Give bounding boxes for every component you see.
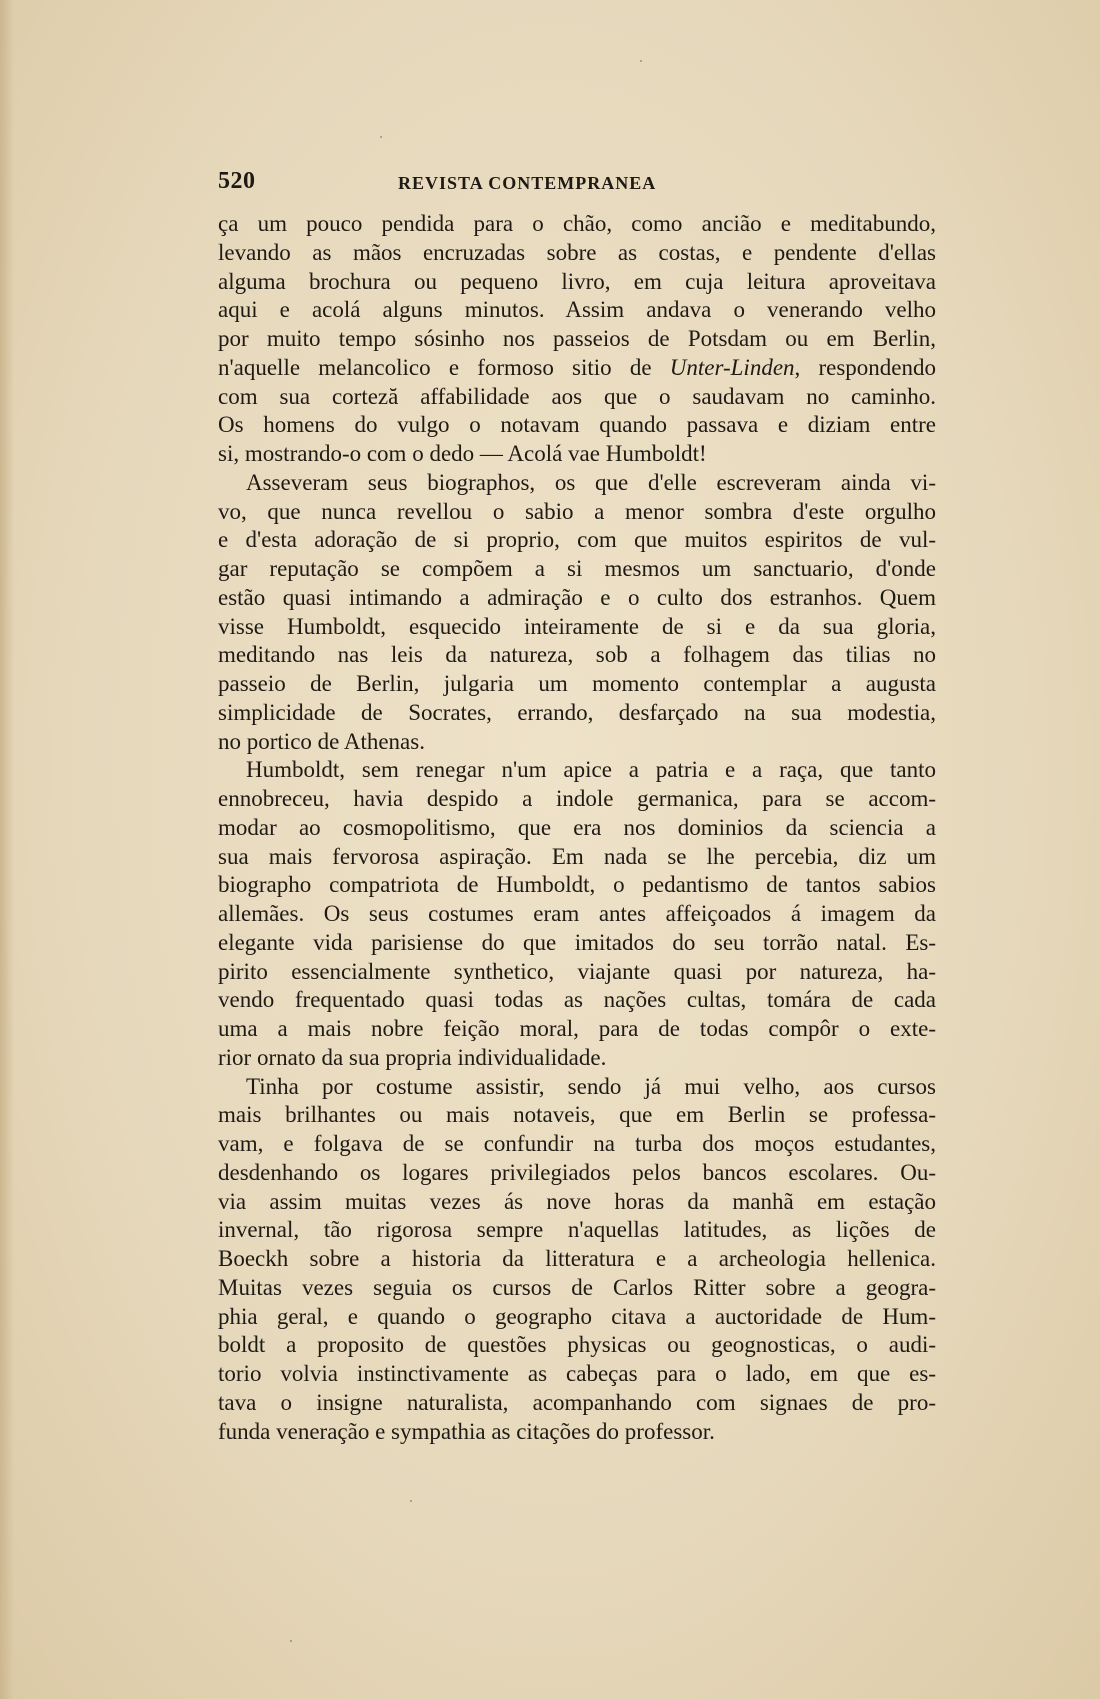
running-title: REVISTA CONTEMPRANEA xyxy=(398,173,657,193)
text-line: pirito essencialmente synthetico, viajante quasi por natureza, ha- xyxy=(218,958,936,984)
text-line: Muitas vezes seguia os cursos de Carlos Ritter sobre a geogra- xyxy=(218,1274,936,1300)
text-line: gar reputação se compõem a si mesmos um sanctuario, d'onde xyxy=(218,556,936,581)
text-line: vam, e folgava de se confundir na turba dos moços estudantes, xyxy=(218,1131,936,1156)
page-number: 520 xyxy=(218,168,256,194)
text-line: passeio de Berlin, julgaria um momento contemplar a augusta xyxy=(218,671,936,696)
text-line: biographo compatriota de Humboldt, o pedantismo de tantos sabios xyxy=(218,872,936,898)
text-line: desdenhando os logares privilegiados pelos bancos escolares. Ou- xyxy=(218,1159,936,1185)
text-line: vo, que nunca revellou o sabio a menor sombra d'este orgulho xyxy=(218,498,936,524)
text-line: Boeckh sobre a historia da litteratura e a archeologia hellenica. xyxy=(218,1246,936,1271)
page-header xyxy=(218,168,936,198)
paper-speck xyxy=(410,1500,412,1502)
text-line: visse Humboldt, esquecido inteiramente de si e da sua gloria, xyxy=(218,613,936,639)
text-line: uma a mais nobre feição moral, para de todas compôr o exte- xyxy=(218,1016,936,1041)
paragraph xyxy=(218,210,936,469)
text-line: Os homens do vulgo o notavam quando passava e diziam entre xyxy=(218,412,936,438)
text-line: meditando nas leis da natureza, sob a folhagem das tilias no xyxy=(218,642,936,668)
text-line: tava o insigne naturalista, acompanhando com signaes de pro- xyxy=(218,1389,936,1415)
text-line: Humboldt, sem renegar n'um apice a patria e a raça, que tanto xyxy=(246,757,936,783)
text-line: via assim muitas vezes ás nove horas da manhã em estação xyxy=(218,1188,936,1214)
text-line: modar ao cosmopolitismo, que era nos dominios da sciencia a xyxy=(218,814,936,840)
text-line: simplicidade de Socrates, errando, desfarçado na sua modestia, xyxy=(218,699,936,725)
paragraph xyxy=(218,756,936,1072)
text-line: Tinha por costume assistir, sendo já mui velho, aos cursos xyxy=(246,1073,936,1099)
text-line: vendo frequentado quasi todas as nações cultas, tomára de cada xyxy=(218,987,936,1013)
text-line: por muito tempo sósinho nos passeios de Potsdam ou em Berlin, xyxy=(218,326,936,351)
text-line: no portico de Athenas. xyxy=(218,728,425,754)
paper-speck xyxy=(640,60,642,62)
paper-speck xyxy=(290,1640,292,1642)
text-line: n'aquelle melancolico e formoso sitio de Unter-Linden, respondendo xyxy=(218,354,936,380)
text-line: ça um pouco pendida para o chão, como ancião e meditabundo, xyxy=(218,211,936,236)
text-line: si, mostrando-o com o dedo — Acolá vae Humboldt! xyxy=(218,441,707,466)
text-line: rior ornato da sua propria individualidade. xyxy=(218,1044,607,1070)
text-line: estão quasi intimando a admiração e o culto dos estranhos. Quem xyxy=(218,584,936,610)
text-line: funda veneração e sympathia as citações do professor. xyxy=(218,1418,715,1444)
body-text xyxy=(218,210,936,1446)
text-line: sua mais fervorosa aspiração. Em nada se lhe percebia, diz um xyxy=(218,843,936,869)
text-line: Asseveram seus biographos, os que d'elle escreveram ainda vi- xyxy=(246,469,936,495)
text-line: torio volvia instinctivamente as cabeças para o lado, em que es- xyxy=(218,1361,936,1386)
text-line: allemães. Os seus costumes eram antes affeiçoados á imagem da xyxy=(218,901,936,926)
text-line: elegante vida parisiense do que imitados do seu torrão natal. Es- xyxy=(218,929,936,955)
text-line: alguma brochura ou pequeno livro, em cuja leitura aproveitava xyxy=(218,268,936,294)
page-edge-shadow xyxy=(0,0,14,1699)
text-line: phia geral, e quando o geographo citava a auctoridade de Hum- xyxy=(218,1303,936,1329)
text-line: mais brilhantes ou mais notaveis, que em Berlin se professa- xyxy=(218,1102,936,1128)
text-line: invernal, tão rigorosa sempre n'aquellas latitudes, as lições de xyxy=(218,1217,936,1243)
text-line: ennobreceu, havia despido a indole germanica, para se accom- xyxy=(218,786,936,811)
text-line: com sua corteză affabilidade aos que o saudavam no caminho. xyxy=(218,383,936,409)
paper-speck xyxy=(380,136,382,138)
paragraph xyxy=(218,1073,936,1447)
text-line: boldt a proposito de questões physicas ou geognosticas, o audi- xyxy=(218,1332,936,1358)
paragraph xyxy=(218,469,936,757)
text-line: e d'esta adoração de si proprio, com que muitos espiritos de vul- xyxy=(218,527,936,553)
text-line: aqui e acolá alguns minutos. Assim andava o venerando velho xyxy=(218,297,936,323)
text-line: levando as mãos encruzadas sobre as costas, e pendente d'ellas xyxy=(218,239,936,265)
italic-place-name: Unter-Linden xyxy=(669,354,795,380)
